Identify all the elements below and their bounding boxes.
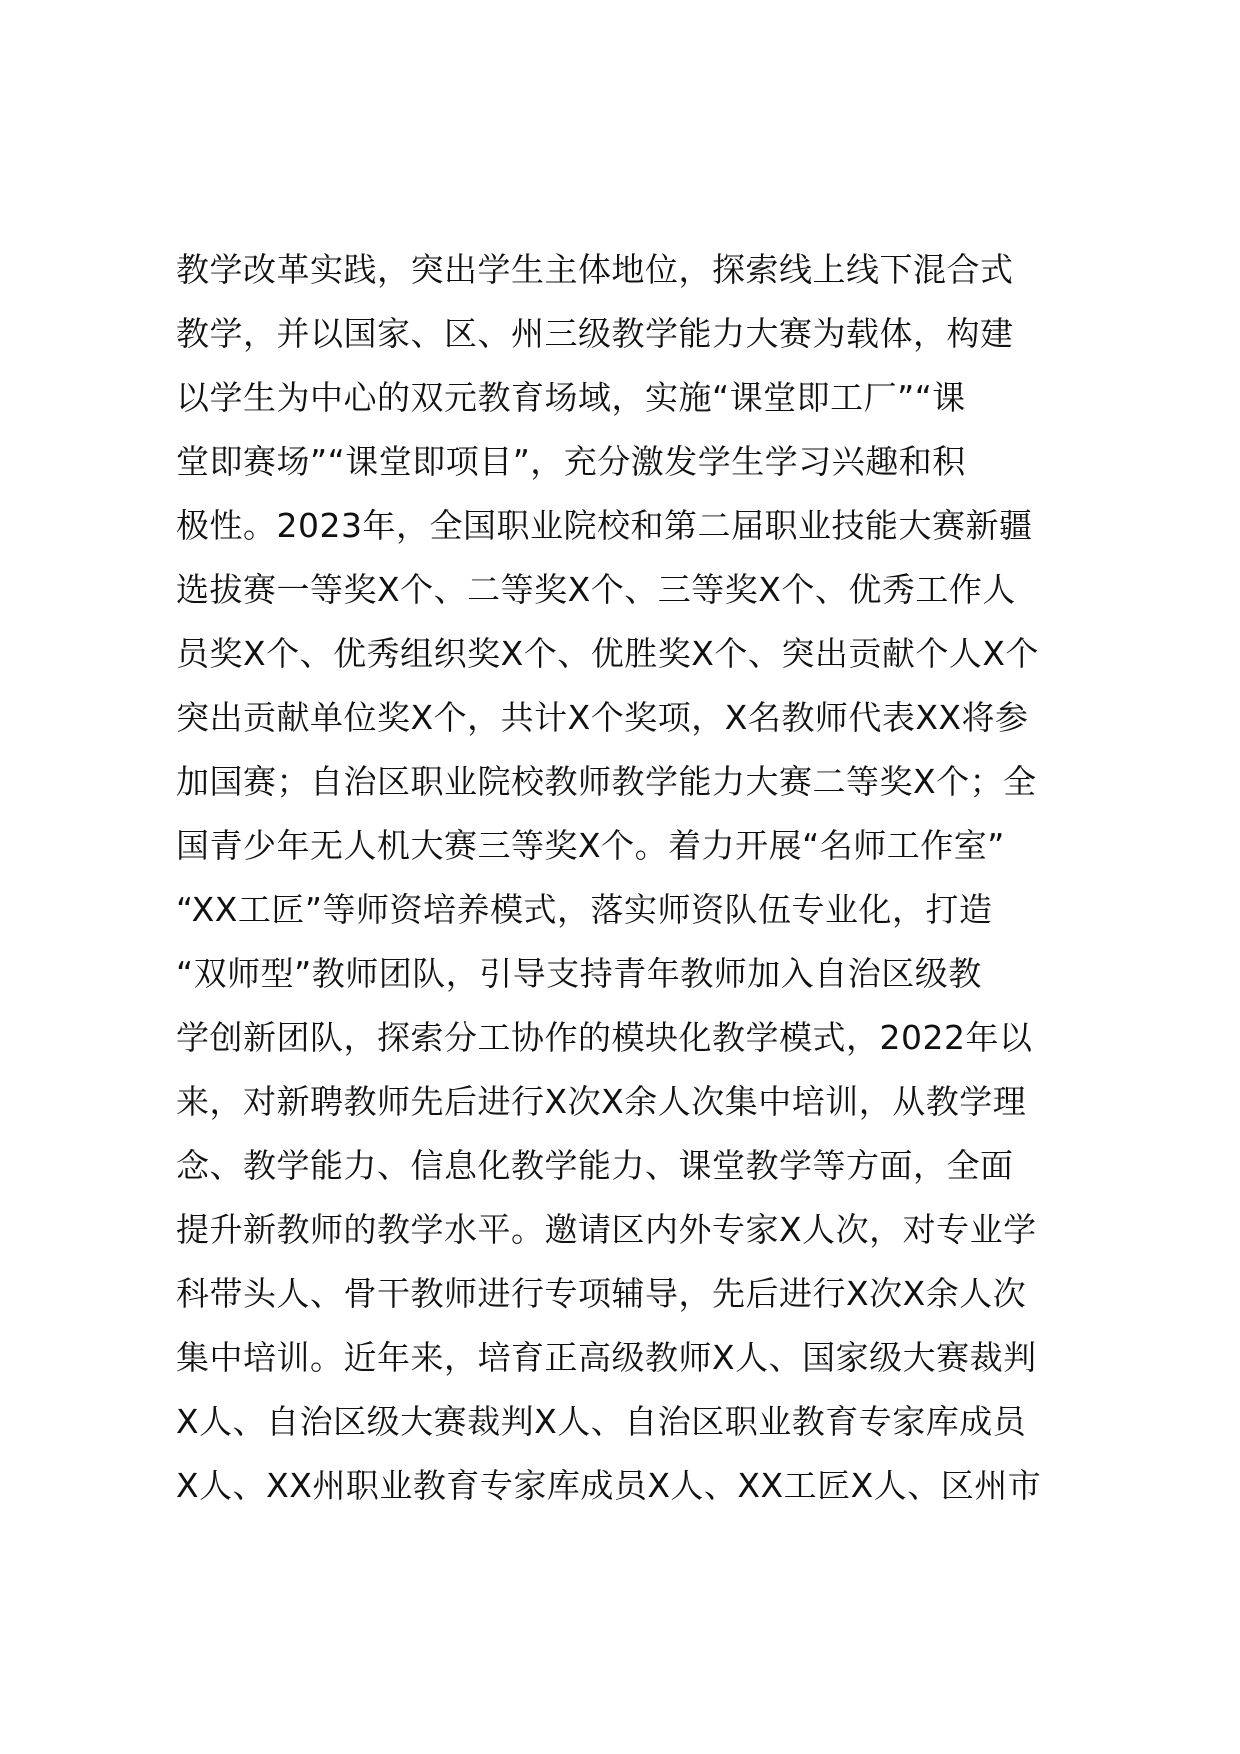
text-line: 学创新团队，探索分工协作的模块化教学模式，2022年以 bbox=[176, 1018, 1033, 1057]
text-line: X人、XX州职业教育专家库成员X人、XX工匠X人、区州市 bbox=[176, 1466, 1042, 1505]
text-line: 提升新教师的教学水平。邀请区内外专家X人次，对专业学 bbox=[176, 1210, 1037, 1249]
body-paragraph bbox=[176, 238, 1116, 1518]
text-line: 念、教学能力、信息化教学能力、课堂教学等方面，全面 bbox=[176, 1146, 1014, 1185]
text-line: 堂即赛场”“课堂即项目”，充分激发学生学习兴趣和积 bbox=[176, 442, 966, 481]
text-line: 突出贡献单位奖X个，共计X个奖项，X名教师代表XX将参 bbox=[176, 698, 1029, 737]
text-line: “双师型”教师团队，引导支持青年教师加入自治区级教 bbox=[176, 954, 982, 993]
text-line: 国青少年无人机大赛三等奖X个。着力开展“名师工作室” bbox=[176, 826, 1005, 865]
text-line: 集中培训。近年来，培育正高级教师X人、国家级大赛裁判 bbox=[176, 1338, 1037, 1377]
text-line: 极性。2023年，全国职业院校和第二届职业技能大赛新疆 bbox=[176, 506, 1033, 545]
text-line: 选拔赛一等奖X个、二等奖X个、三等奖X个、优秀工作人 bbox=[176, 570, 1016, 609]
text-line: 科带头人、骨干教师进行专项辅导，先后进行X次X余人次 bbox=[176, 1274, 1027, 1313]
text-line: 加国赛；自治区职业院校教师教学能力大赛二等奖X个；全 bbox=[176, 762, 1037, 801]
text-line: 以学生为中心的双元教育场域，实施“课堂即工厂”“课 bbox=[176, 378, 966, 417]
text-line: 教学改革实践，突出学生主体地位，探索线上线下混合式 bbox=[176, 250, 1014, 289]
text-line: 来，对新聘教师先后进行X次X余人次集中培训，从教学理 bbox=[176, 1082, 1027, 1121]
text-line: “XX工匠”等师资培养模式，落实师资队伍专业化，打造 bbox=[176, 890, 993, 929]
text-line: 教学，并以国家、区、州三级教学能力大赛为载体，构建 bbox=[176, 314, 1014, 353]
text-line: X人、自治区级大赛裁判X人、自治区职业教育专家库成员 bbox=[176, 1402, 1027, 1441]
text-line: 员奖X个、优秀组织奖X个、优胜奖X个、突出贡献个人X个 bbox=[176, 634, 1039, 673]
